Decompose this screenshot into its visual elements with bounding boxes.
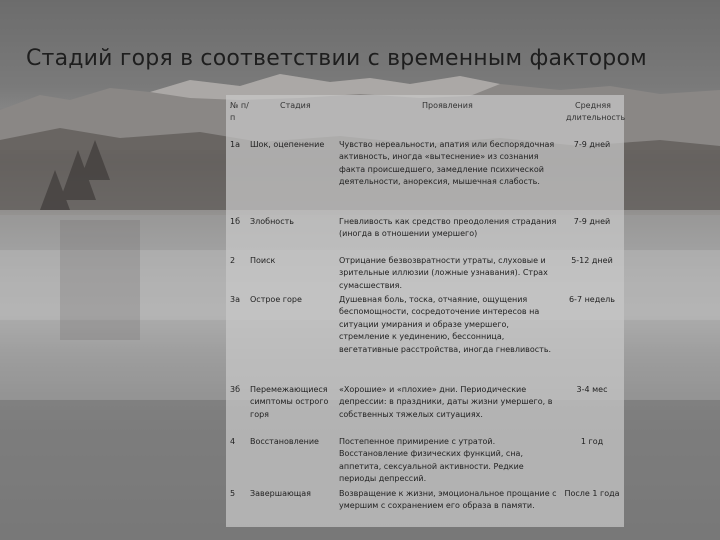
slide-title: Стадий горя в соответствии с временным фактором (26, 46, 647, 71)
row-duration: 5-12 дней (571, 256, 613, 265)
row-num: 5 (230, 489, 236, 498)
row-manifestations: Постепенное примирение с утратой. Восстановление физических функций, сна, аппетита, сексуальной активности. Редкие периоды депрессий. (339, 437, 524, 484)
row-num: 3а (230, 295, 240, 304)
row-duration: 7-9 дней (573, 140, 611, 149)
row-manifestations: Отрицание безвозвратности утраты, слуховые и зрительные иллюзии (ложные узнавания). Страх сумасшествия. (339, 256, 548, 290)
row-manifestations: Чувство нереальности, апатия или беспорядочная активность, иногда «вытеснение» из сознания факта происшедшего, замедление психической деятельности, анорексия, мышечная слабость. (339, 140, 555, 187)
row-duration: После 1 года (564, 489, 620, 498)
row-stage: Восстановление (250, 437, 319, 446)
row-stage: Острое горе (250, 295, 302, 304)
grief-stages-table (226, 95, 624, 527)
row-num: 1б (230, 217, 241, 226)
row-manifestations: Возвращение к жизни, эмоциональное прощание с умершим с сохранением его образа в памяти. (339, 489, 557, 511)
row-stage: Перемежающиеся симптомы острого горя (250, 385, 329, 419)
row-stage: Поиск (250, 256, 276, 265)
row-duration: 3-4 мес (576, 385, 608, 394)
row-num: 1а (230, 140, 240, 149)
row-stage: Завершающая (250, 489, 311, 498)
row-num: 2 (230, 256, 236, 265)
row-duration: 1 год (580, 437, 604, 446)
header-stage: Стадия (280, 101, 311, 110)
header-duration: Средняя длительность (566, 101, 626, 123)
row-num: 3б (230, 385, 241, 394)
header-num: № п/п (230, 101, 249, 123)
row-stage: Злобность (250, 217, 294, 226)
row-duration: 7-9 дней (573, 217, 611, 226)
row-manifestations: «Хорошие» и «плохие» дни. Периодические депрессии: в праздники, даты жизни умершего, в собственных тяжелых ситуациях. (339, 385, 553, 419)
header-manifestations: Проявления (422, 101, 473, 110)
row-stage: Шок, оцепенение (250, 140, 325, 149)
row-manifestations: Душевная боль, тоска, отчаяние, ощущения беспомощности, сосредоточение интересов на ситуации умирания и образе умершего, стремление к уединению, бессонница, вегетативные расстройства, иногда гневливость. (339, 295, 552, 354)
row-manifestations: Гневливость как средство преодоления страдания (иногда в отношении умершего) (339, 217, 557, 239)
row-num: 4 (230, 437, 236, 446)
row-duration: 6-7 недель (568, 295, 616, 304)
